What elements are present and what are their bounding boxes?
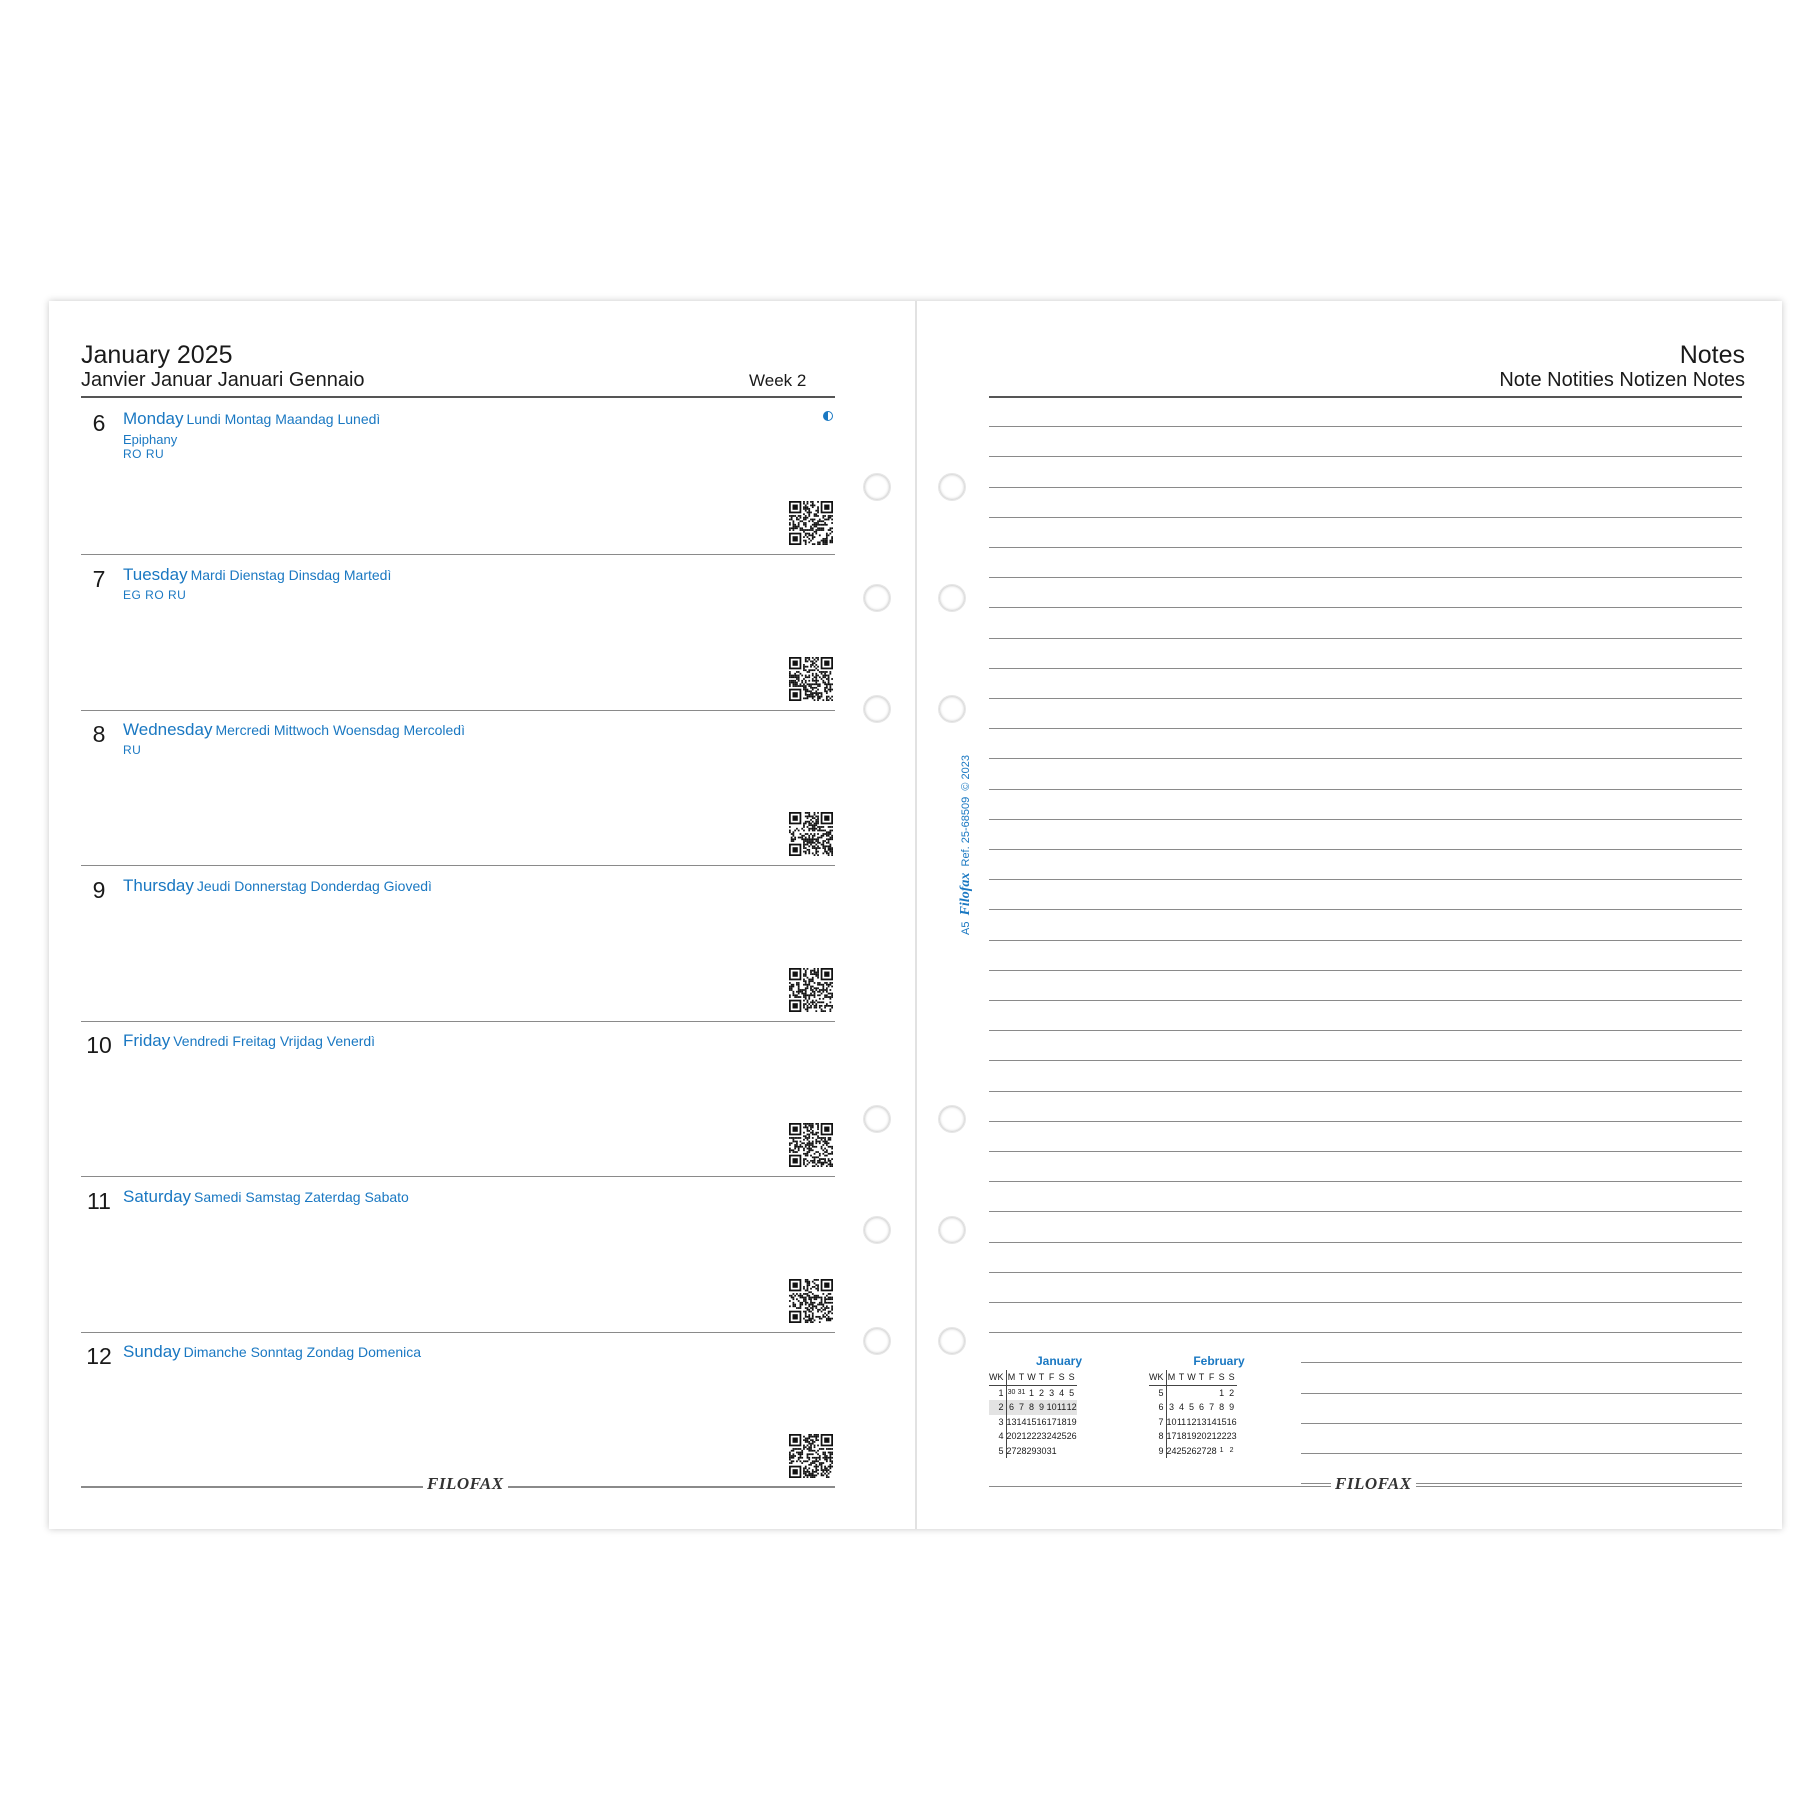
day-row[interactable] — [81, 1022, 835, 1177]
qr-code-icon[interactable] — [789, 1279, 833, 1323]
note-line[interactable] — [989, 1121, 1742, 1122]
country-codes: RU — [123, 743, 142, 757]
qr-code-icon[interactable] — [789, 812, 833, 856]
mini-calendar-day: 21 — [1206, 1431, 1217, 1442]
day-name-translations: Mercredi Mittwoch Woensdag Mercoledì — [215, 722, 465, 738]
spine-divider — [915, 301, 917, 1529]
mini-calendar-day: 1 — [1219, 1447, 1224, 1455]
planner-spread — [49, 301, 1782, 1529]
binder-hole — [938, 1216, 966, 1244]
note-line[interactable] — [989, 456, 1742, 457]
mini-calendar-day: 25 — [1176, 1445, 1187, 1456]
day-number: 11 — [87, 1187, 111, 1214]
mini-calendar-day: 18 — [1176, 1431, 1187, 1442]
day-name — [123, 720, 465, 740]
mini-calendar-header: W — [1027, 1370, 1037, 1385]
mini-calendar-day: 16 — [1226, 1416, 1237, 1427]
mini-calendar-day: 2 — [1229, 1447, 1234, 1455]
day-name-english: Sunday — [123, 1342, 181, 1361]
week-label: Week 2 — [749, 371, 807, 390]
mini-calendar-day: 13 — [1196, 1416, 1207, 1427]
month-title: January 2025 — [81, 341, 233, 369]
mini-calendar-header: F — [1047, 1370, 1057, 1385]
day-name — [123, 876, 432, 896]
mini-calendar-header: W — [1187, 1370, 1197, 1385]
week-number: 7 — [1149, 1415, 1166, 1430]
day-row[interactable] — [81, 711, 835, 866]
mini-calendar-day: 4 — [1059, 1387, 1065, 1398]
binder-hole — [863, 695, 891, 723]
day-name-translations: Mardi Dienstag Dinsdag Martedì — [190, 566, 392, 583]
country-codes: RO RU — [123, 447, 165, 461]
mini-calendar-day: 8 — [1219, 1402, 1225, 1413]
week-number: 2 — [989, 1400, 1006, 1415]
mini-calendar-day: 18 — [1056, 1416, 1067, 1427]
imprint-ref: Ref. 25-68509 — [960, 796, 972, 867]
note-line[interactable] — [989, 728, 1742, 729]
mini-calendar-grid — [989, 1370, 1077, 1458]
week-number: 6 — [1149, 1400, 1166, 1415]
mini-calendar-day: 5 — [1069, 1387, 1075, 1398]
note-line[interactable] — [989, 426, 1742, 427]
note-line[interactable] — [989, 1211, 1742, 1212]
mini-calendar-day — [1177, 1385, 1187, 1400]
mini-calendar-day: 27 — [1196, 1445, 1207, 1456]
mini-calendar-day: 2 — [1229, 1387, 1235, 1398]
binder-hole — [938, 473, 966, 501]
note-line[interactable] — [989, 1151, 1742, 1152]
holiday-label: Epiphany — [123, 432, 178, 447]
mini-calendar-day: 14 — [1016, 1416, 1027, 1427]
mini-calendar-day: 11 — [1057, 1400, 1067, 1415]
note-line[interactable] — [989, 849, 1742, 850]
imprint-brand: Filofax — [958, 872, 973, 916]
mini-calendar-title: January — [1035, 1354, 1083, 1368]
day-name — [123, 1187, 409, 1207]
note-line[interactable] — [1301, 1393, 1742, 1394]
mini-calendar-day: 20 — [1196, 1431, 1207, 1442]
note-line[interactable] — [989, 1091, 1742, 1092]
binder-hole — [938, 1327, 966, 1355]
mini-calendar-day: 4 — [1179, 1402, 1185, 1413]
note-line[interactable] — [989, 487, 1742, 488]
day-name-english: Friday — [123, 1031, 171, 1050]
note-line[interactable] — [1301, 1423, 1742, 1424]
mini-calendar-day: 16 — [1036, 1416, 1047, 1427]
mini-calendar-day: 14 — [1206, 1416, 1217, 1427]
mini-calendar-day: 30 — [1036, 1445, 1047, 1456]
day-number: 12 — [86, 1343, 112, 1369]
mini-calendar-week — [1149, 1429, 1237, 1444]
mini-calendar-header: S — [1217, 1370, 1227, 1385]
day-row[interactable] — [81, 1178, 835, 1333]
day-name-translations: Jeudi Donnerstag Donderdag Giovedì — [196, 877, 432, 894]
week-number: 1 — [989, 1385, 1006, 1400]
mini-calendar-day: 23 — [1036, 1431, 1047, 1442]
mini-calendar-grid — [1149, 1370, 1237, 1458]
mini-calendar-day — [1187, 1385, 1197, 1400]
mini-calendar-week — [989, 1444, 1077, 1459]
mini-calendar-week — [1149, 1400, 1237, 1415]
mini-calendar-day: 10 — [1166, 1416, 1177, 1427]
mini-calendar-day: 22 — [1216, 1431, 1227, 1442]
day-number: 8 — [92, 721, 106, 747]
mini-calendar-day: 1 — [1219, 1387, 1225, 1398]
mini-calendar-header: S — [1057, 1370, 1067, 1385]
country-codes: EG RO RU — [123, 587, 187, 602]
mini-calendar-day: 6 — [1006, 1400, 1017, 1415]
mini-calendar-day: 24 — [1166, 1445, 1177, 1456]
mini-calendar-header: T — [1197, 1370, 1207, 1385]
note-line[interactable] — [989, 1000, 1742, 1001]
day-name-english: Saturday — [123, 1186, 192, 1206]
binder-hole — [863, 1327, 891, 1355]
mini-calendar-header: T — [1017, 1370, 1027, 1385]
binder-hole — [863, 584, 891, 612]
note-line[interactable] — [1301, 1453, 1742, 1454]
mini-calendar-day — [1207, 1385, 1217, 1400]
mini-calendar-header: F — [1207, 1370, 1217, 1385]
imprint-text — [958, 755, 974, 935]
day-number: 6 — [92, 410, 106, 436]
mini-calendar-day: 23 — [1226, 1431, 1237, 1442]
mini-calendar-day: 31 — [1017, 1389, 1026, 1397]
mini-calendar-header: S — [1227, 1370, 1237, 1385]
day-number: 10 — [86, 1032, 112, 1058]
note-line[interactable] — [989, 1030, 1742, 1031]
mini-calendar-header: T — [1177, 1370, 1187, 1385]
note-line[interactable] — [989, 547, 1742, 548]
note-line[interactable] — [1301, 1362, 1742, 1363]
mini-calendar-day: 1 — [1029, 1387, 1035, 1398]
note-line[interactable] — [989, 1272, 1742, 1273]
mini-calendar-header: T — [1037, 1370, 1047, 1385]
note-line[interactable] — [989, 789, 1742, 790]
day-name — [123, 1031, 375, 1051]
day-row[interactable] — [81, 867, 835, 1022]
mini-calendar-week — [989, 1429, 1077, 1444]
mini-calendar-day: 10 — [1047, 1400, 1057, 1415]
note-line[interactable] — [989, 970, 1742, 971]
note-line[interactable] — [989, 698, 1742, 699]
note-line[interactable] — [989, 1332, 1742, 1333]
first-quarter-moon-icon — [823, 411, 833, 421]
mini-calendar-day — [1057, 1444, 1067, 1459]
week-number: 5 — [1149, 1385, 1166, 1400]
mini-calendar-day: 9 — [1229, 1402, 1235, 1413]
mini-calendar-header: M — [1006, 1370, 1017, 1385]
week-number: 4 — [989, 1429, 1006, 1444]
mini-calendar-day: 8 — [1027, 1400, 1037, 1415]
mini-calendar-day: 15 — [1026, 1416, 1037, 1427]
mini-calendar-day — [1197, 1385, 1207, 1400]
mini-calendar-day: 25 — [1056, 1431, 1067, 1442]
mini-calendar-week — [1149, 1385, 1237, 1400]
binder-hole — [863, 473, 891, 501]
mini-calendar-header: S — [1067, 1370, 1077, 1385]
mini-calendar-day: 11 — [1176, 1416, 1187, 1427]
day-row[interactable] — [81, 400, 835, 555]
binder-hole — [938, 584, 966, 612]
mini-calendar-day: 28 — [1016, 1445, 1027, 1456]
qr-code-icon[interactable] — [789, 1123, 833, 1167]
qr-code-icon[interactable] — [789, 657, 833, 701]
mini-calendar-week — [1149, 1444, 1237, 1459]
note-line[interactable] — [989, 1242, 1742, 1243]
binder-hole — [938, 695, 966, 723]
day-number: 9 — [92, 876, 106, 903]
day-name-translations: Samedi Samstag Zaterdag Sabato — [194, 1188, 409, 1205]
mini-calendar-day: 3 — [1169, 1402, 1175, 1413]
day-row[interactable] — [81, 556, 835, 711]
mini-calendar-day: 15 — [1216, 1416, 1227, 1427]
mini-calendar-day: 5 — [1189, 1402, 1195, 1413]
day-name-translations: Vendredi Freitag Vrijdag Venerdì — [173, 1033, 376, 1049]
mini-calendar-day: 12 — [1186, 1416, 1197, 1427]
day-name-english: Tuesday — [123, 564, 188, 584]
mini-calendar-week — [989, 1400, 1077, 1415]
mini-calendar-day: 19 — [1066, 1416, 1077, 1427]
day-name — [123, 565, 391, 585]
day-row[interactable] — [81, 1333, 835, 1488]
mini-calendar-day: 21 — [1016, 1431, 1027, 1442]
notes-translations: Note Notities Notizen Notes — [1499, 369, 1745, 391]
note-line[interactable] — [989, 396, 1742, 398]
day-name-translations: Dimanche Sonntag Zondag Domenica — [183, 1344, 422, 1360]
note-line[interactable] — [989, 668, 1742, 669]
day-name-english: Wednesday — [123, 720, 213, 739]
mini-calendar-day: 17 — [1046, 1416, 1057, 1427]
note-line[interactable] — [989, 879, 1742, 880]
note-line[interactable] — [989, 577, 1742, 578]
mini-calendar-day: 7 — [1017, 1400, 1027, 1415]
note-line[interactable] — [989, 758, 1742, 759]
qr-code-icon[interactable] — [789, 968, 833, 1012]
mini-calendar-day: 12 — [1067, 1400, 1077, 1415]
mini-calendar-header: M — [1166, 1370, 1177, 1385]
binder-hole — [938, 1105, 966, 1133]
notes-title: Notes — [1679, 341, 1745, 369]
note-line[interactable] — [989, 1060, 1742, 1061]
mini-calendar-day: 29 — [1026, 1445, 1037, 1456]
day-name-english: Thursday — [123, 875, 194, 895]
mini-calendar-day: 26 — [1186, 1445, 1197, 1456]
header-rule — [81, 396, 835, 398]
mini-calendar-day: 6 — [1199, 1402, 1205, 1413]
note-line[interactable] — [989, 1181, 1742, 1182]
mini-calendar-day: 26 — [1066, 1431, 1077, 1442]
mini-calendar-day: 2 — [1039, 1387, 1045, 1398]
note-line[interactable] — [989, 1302, 1742, 1303]
note-line[interactable] — [989, 638, 1742, 639]
mini-calendar-day: 13 — [1006, 1416, 1017, 1427]
mini-calendar-day: 24 — [1046, 1431, 1057, 1442]
mini-calendar-header: WK — [1149, 1370, 1166, 1385]
binder-hole — [863, 1105, 891, 1133]
mini-calendar-day: 27 — [1006, 1445, 1017, 1456]
week-number: 8 — [1149, 1429, 1166, 1444]
mini-calendar-header: WK — [989, 1370, 1006, 1385]
mini-calendar-day: 9 — [1037, 1400, 1047, 1415]
week-number: 3 — [989, 1415, 1006, 1430]
mini-calendar-day — [1166, 1385, 1177, 1400]
week-number: 5 — [989, 1444, 1006, 1459]
mini-calendar-week — [1149, 1415, 1237, 1430]
note-line[interactable] — [989, 819, 1742, 820]
mini-calendar-day: 20 — [1006, 1431, 1017, 1442]
qr-code-icon[interactable] — [789, 1434, 833, 1478]
mini-calendar-day: 28 — [1206, 1445, 1217, 1456]
day-name — [123, 1342, 421, 1362]
imprint-size: A5 — [960, 921, 972, 935]
day-name-english: Monday — [123, 409, 184, 428]
day-name — [123, 409, 380, 429]
mini-calendar-week — [989, 1385, 1077, 1400]
mini-calendar-week — [989, 1415, 1077, 1430]
binder-hole — [863, 1216, 891, 1244]
note-line[interactable] — [989, 940, 1742, 941]
day-name-translations: Lundi Montag Maandag Lunedì — [186, 411, 381, 427]
filofax-logo: FILOFAX — [423, 1474, 508, 1494]
mini-calendar-day — [1067, 1444, 1077, 1459]
imprint-copyright: © 2023 — [960, 755, 972, 791]
mini-calendar-day: 3 — [1049, 1387, 1055, 1398]
note-line[interactable] — [989, 607, 1742, 608]
note-line[interactable] — [989, 909, 1742, 910]
note-line[interactable] — [989, 517, 1742, 518]
day-number: 7 — [92, 565, 106, 592]
mini-calendar-day: 19 — [1186, 1431, 1197, 1442]
week-number: 9 — [1149, 1444, 1166, 1459]
mini-calendar-day: 7 — [1209, 1402, 1215, 1413]
mini-calendar-day: 30 — [1007, 1389, 1016, 1397]
mini-calendar-title: February — [1193, 1354, 1245, 1368]
mini-calendar-day: 17 — [1166, 1431, 1177, 1442]
mini-calendar-day: 31 — [1046, 1445, 1057, 1456]
mini-calendar-day: 22 — [1026, 1431, 1037, 1442]
qr-code-icon[interactable] — [789, 501, 833, 545]
month-translations: Janvier Januar Januari Gennaio — [81, 369, 365, 391]
filofax-logo: FILOFAX — [1331, 1474, 1416, 1494]
